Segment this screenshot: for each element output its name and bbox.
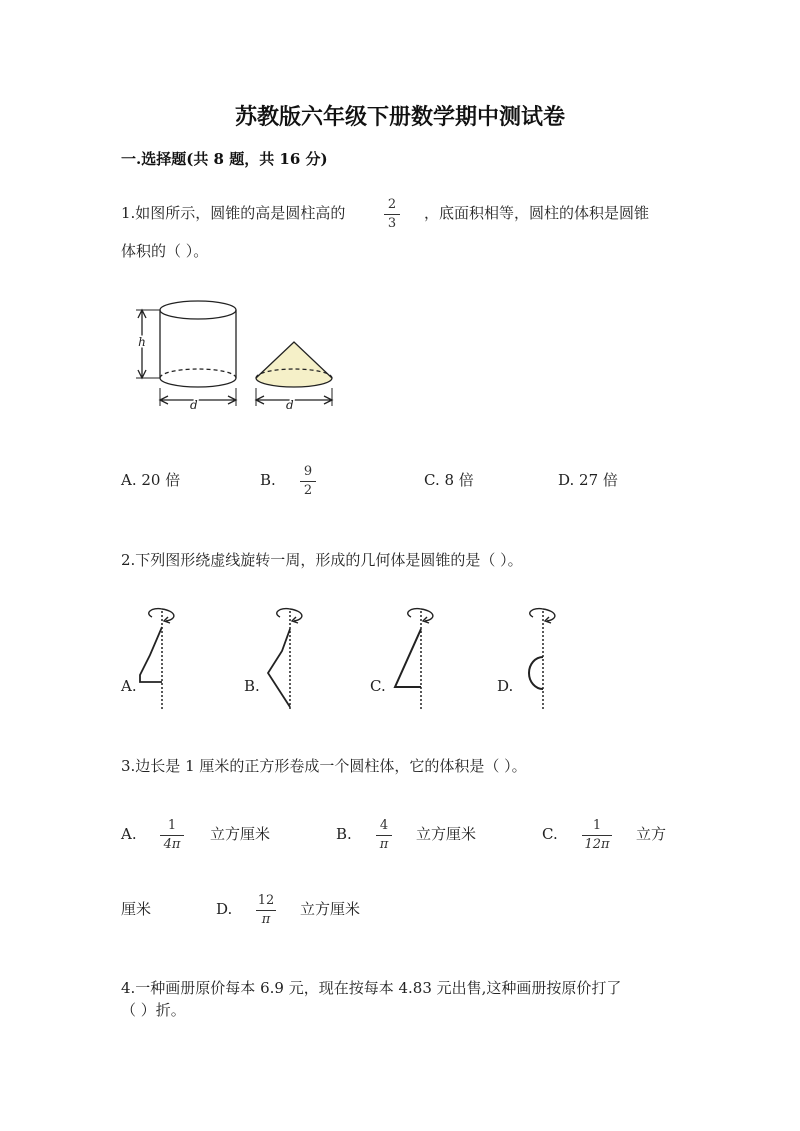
q1-option-c: C. 8 倍 [424, 471, 474, 489]
q2-option-c: C. [370, 677, 386, 695]
q2-option-b: B. [244, 677, 260, 695]
q4-text-line2: （ ）折。 [121, 1001, 186, 1019]
q1-fraction-denominator: 3 [387, 216, 397, 231]
q1-text-part2: ，底面积相等，圆柱的体积是圆锥 [424, 204, 650, 222]
section-heading: 一.选择题(共 8 题，共 16 分) [121, 150, 328, 168]
q3-option-a-unit: 立方厘米 [210, 825, 271, 843]
q4-text-line1: 4.一种画册原价每本 6.9 元，现在按每本 4.83 元出售,这种画册按原价打了 [121, 979, 622, 997]
q1-option-b-fraction [300, 464, 316, 499]
q3-option-c-unit: 立方 [636, 825, 667, 843]
shape-outline [395, 629, 421, 687]
shape-outline [140, 627, 162, 682]
q3-option-c-bar [582, 835, 612, 836]
q3-option-d: D. [216, 900, 233, 918]
q3-option-b-fraction [376, 818, 392, 853]
cylinder-bottom-back [160, 369, 236, 378]
q3-option-a-bar [160, 835, 184, 836]
q1-text-part1: 1.如图所示，圆锥的高是圆柱高的 [121, 204, 346, 222]
q3-option-a-numerator: 1 [167, 818, 177, 833]
q1-option-d: D. 27 倍 [558, 471, 618, 489]
q2-figure-b [260, 607, 320, 712]
q2-figure-d [515, 607, 575, 712]
q3-option-a: A. [121, 825, 137, 843]
q3-option-c-fraction [582, 818, 612, 853]
q2-option-a: A. [121, 677, 137, 695]
shape-outline [268, 629, 290, 707]
q3-option-d-numerator: 12 [257, 893, 275, 908]
q2-figure-a [130, 607, 190, 712]
q3-option-b: B. [336, 825, 352, 843]
q3-option-c-denominator: 12π [584, 837, 610, 852]
q3-option-a-fraction [160, 818, 184, 853]
q1-option-b-denominator: 2 [303, 483, 313, 498]
q3-option-b-denominator: π [379, 837, 389, 852]
q3-option-c: C. [542, 825, 558, 843]
q2-figure-c [385, 607, 445, 712]
q1-option-b-numerator: 9 [303, 464, 313, 479]
q1-option-a: A. 20 倍 [121, 471, 181, 489]
q1-fraction-numerator: 2 [387, 197, 397, 212]
q3-option-c-numerator: 1 [592, 818, 602, 833]
q3-option-c-unit-cont: 厘米 [121, 900, 152, 918]
cylinder-bottom-front [160, 378, 236, 387]
q1-option-b: B. [260, 471, 276, 489]
q1-option-b-bar [300, 481, 316, 482]
cylinder-top-ellipse [160, 301, 236, 319]
q3-option-d-bar [256, 910, 276, 911]
cone-body [256, 342, 332, 387]
q3-option-d-denominator: π [261, 912, 271, 927]
q3-option-b-numerator: 4 [379, 818, 389, 833]
q1-fraction-bar [384, 214, 400, 215]
label-d-cylinder: d [190, 398, 198, 412]
q2-text: 2.下列图形绕虚线旋转一周，形成的几何体是圆锥的是（ ）。 [121, 551, 523, 569]
q1-text-part3: 体积的（ ）。 [121, 242, 209, 260]
q3-option-b-bar [376, 835, 392, 836]
label-h: h [138, 335, 146, 349]
q3-text: 3.边长是 1 厘米的正方形卷成一个圆柱体，它的体积是（ ）。 [121, 757, 527, 775]
q3-option-d-unit: 立方厘米 [300, 900, 361, 918]
q1-figure [128, 296, 343, 414]
page-title: 苏教版六年级下册数学期中测试卷 [234, 104, 565, 130]
q3-option-d-fraction [256, 893, 276, 928]
q3-option-a-denominator: 4π [163, 837, 181, 852]
q3-option-b-unit: 立方厘米 [416, 825, 477, 843]
q2-option-d: D. [497, 677, 514, 695]
label-d-cone: d [286, 398, 294, 412]
q1-fraction [384, 197, 400, 232]
shape-outline [529, 657, 543, 689]
